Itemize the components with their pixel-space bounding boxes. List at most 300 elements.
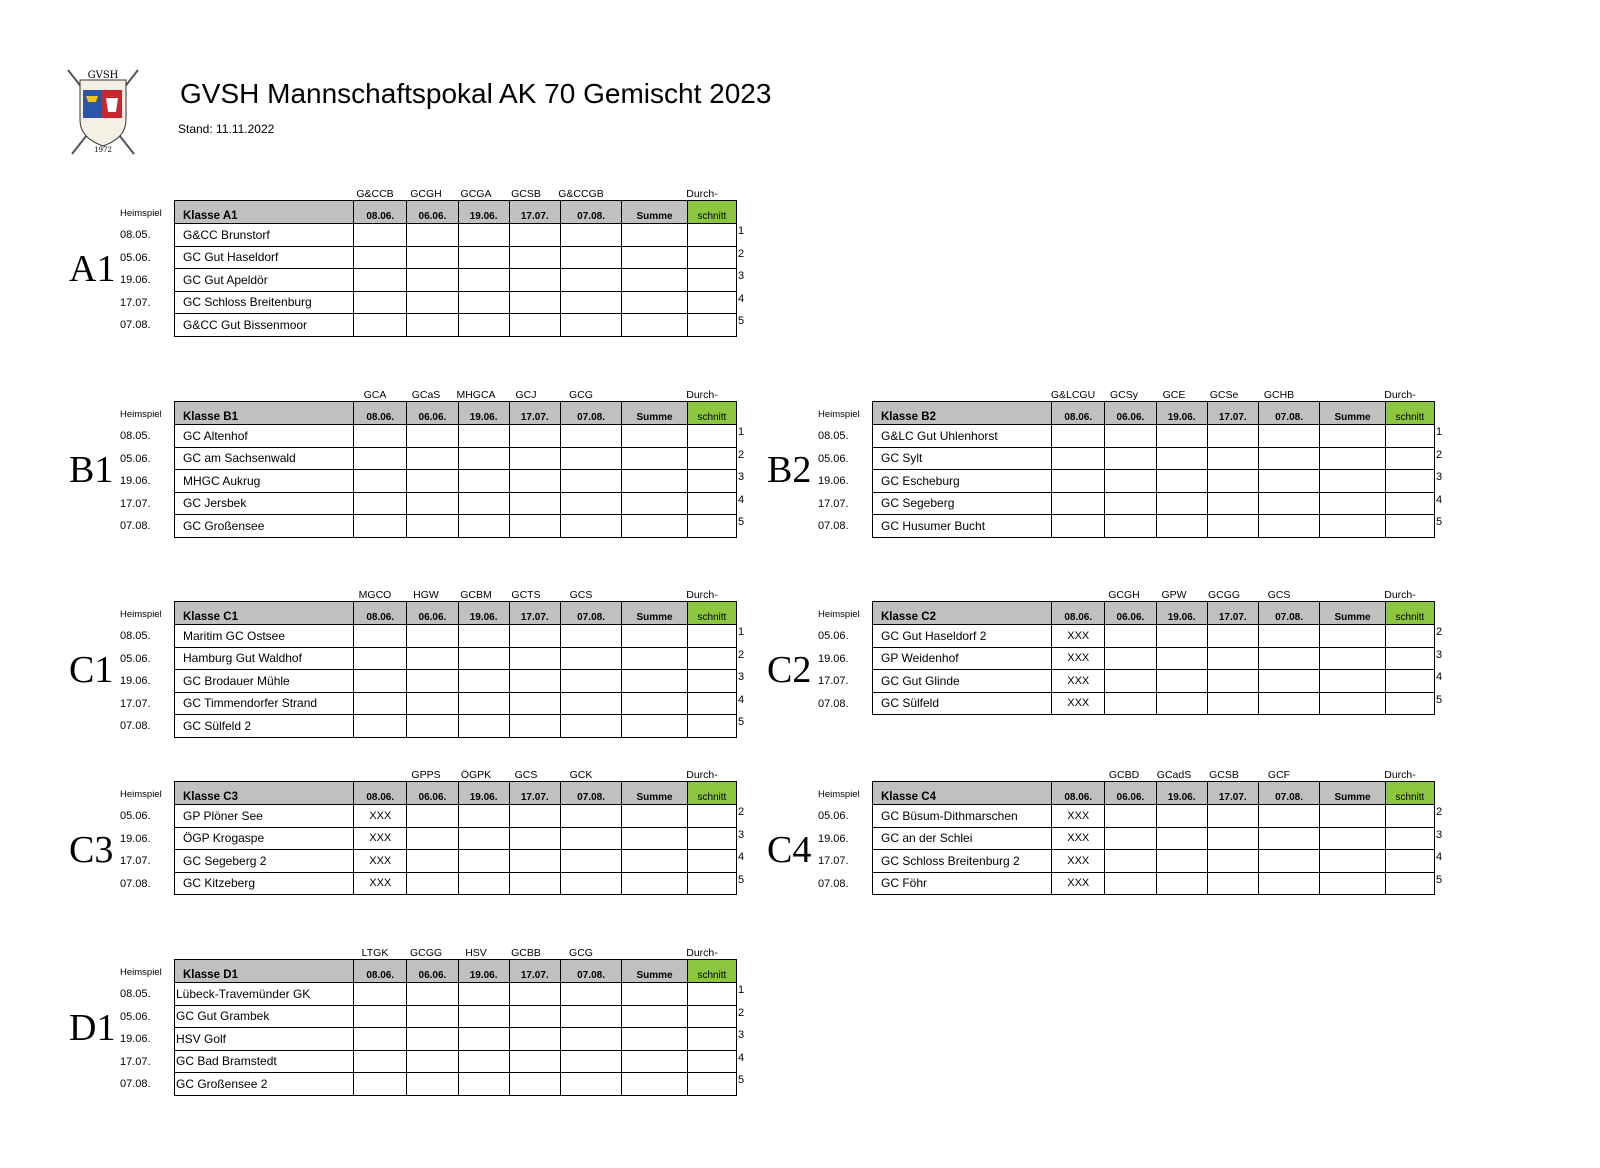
score-cell[interactable] — [1207, 850, 1258, 873]
score-cell[interactable] — [354, 447, 407, 470]
score-cell[interactable] — [1207, 647, 1258, 670]
score-cell[interactable] — [354, 269, 407, 292]
score-cell[interactable] — [560, 269, 621, 292]
score-cell[interactable] — [622, 246, 688, 269]
score-cell[interactable] — [407, 692, 458, 715]
rank-number: 3 — [738, 270, 745, 282]
score-cell[interactable] — [1105, 470, 1156, 493]
score-cell[interactable] — [354, 314, 407, 337]
score-cell[interactable] — [622, 850, 688, 873]
score-cell[interactable] — [1105, 850, 1156, 873]
score-cell[interactable] — [354, 1005, 407, 1028]
score-cell[interactable] — [1320, 625, 1386, 648]
score-cell[interactable] — [458, 1005, 509, 1028]
score-cell[interactable] — [560, 827, 621, 850]
club-abbrev: GCSB — [1209, 769, 1239, 781]
table-row — [175, 983, 737, 1006]
score-cell[interactable] — [1385, 827, 1434, 850]
score-cell[interactable] — [622, 1050, 688, 1073]
score-cell[interactable] — [1052, 425, 1105, 448]
header-row — [873, 602, 1435, 625]
score-cell[interactable] — [1156, 447, 1207, 470]
score-cell[interactable] — [560, 692, 621, 715]
score-cell[interactable] — [509, 647, 560, 670]
score-cell[interactable] — [458, 805, 509, 828]
heimspiel-date: 17.07. — [120, 697, 151, 710]
score-cell[interactable] — [1258, 670, 1319, 693]
score-cell[interactable] — [687, 983, 736, 1006]
score-cell[interactable] — [509, 692, 560, 715]
rank-number: 4 — [738, 693, 745, 706]
club-name: GC an der Schlei — [873, 827, 1052, 850]
score-cell[interactable] — [687, 291, 736, 314]
score-cell[interactable] — [560, 983, 621, 1006]
score-cell[interactable] — [407, 805, 458, 828]
score-cell[interactable] — [560, 515, 621, 538]
score-cell[interactable] — [622, 425, 688, 448]
score-cell[interactable] — [354, 692, 407, 715]
score-cell[interactable] — [1320, 692, 1386, 715]
bye-cell: XXX — [1052, 805, 1105, 828]
score-cell[interactable] — [1105, 647, 1156, 670]
score-cell[interactable] — [687, 692, 736, 715]
score-cell[interactable] — [687, 872, 736, 895]
rank-number: 4 — [738, 851, 745, 863]
score-cell[interactable] — [687, 670, 736, 693]
score-cell[interactable] — [1105, 872, 1156, 895]
score-cell[interactable] — [354, 1028, 407, 1051]
score-cell[interactable] — [622, 269, 688, 292]
score-cell[interactable] — [622, 647, 688, 670]
score-cell[interactable] — [1320, 425, 1386, 448]
score-cell[interactable] — [509, 492, 560, 515]
score-cell[interactable] — [622, 805, 688, 828]
score-cell[interactable] — [458, 314, 509, 337]
score-cell[interactable] — [407, 872, 458, 895]
score-cell[interactable] — [458, 269, 509, 292]
score-cell[interactable] — [509, 1050, 560, 1073]
score-cell[interactable] — [1207, 670, 1258, 693]
score-cell[interactable] — [560, 246, 621, 269]
score-cell[interactable] — [1385, 872, 1434, 895]
score-cell[interactable] — [560, 1050, 621, 1073]
heimspiel-date: 05.06. — [120, 251, 151, 264]
score-cell[interactable] — [509, 269, 560, 292]
score-cell[interactable] — [354, 670, 407, 693]
score-cell[interactable] — [622, 872, 688, 895]
score-cell[interactable] — [560, 314, 621, 337]
table-row — [175, 670, 737, 693]
score-cell[interactable] — [354, 625, 407, 648]
table-row — [175, 1028, 737, 1051]
score-cell[interactable] — [1320, 872, 1386, 895]
score-cell[interactable] — [407, 515, 458, 538]
score-cell[interactable] — [509, 1005, 560, 1028]
score-cell[interactable] — [1207, 805, 1258, 828]
score-cell[interactable] — [560, 224, 621, 247]
club-abbrev: MHGCA — [456, 389, 496, 401]
score-cell[interactable] — [509, 625, 560, 648]
score-cell[interactable] — [509, 827, 560, 850]
score-cell[interactable] — [1207, 470, 1258, 493]
match-date: 08.06. — [1052, 602, 1105, 625]
score-cell[interactable] — [458, 1050, 509, 1073]
score-cell[interactable] — [560, 647, 621, 670]
score-cell[interactable] — [622, 1005, 688, 1028]
score-cell[interactable] — [1258, 492, 1319, 515]
score-cell[interactable] — [1156, 692, 1207, 715]
score-cell[interactable] — [354, 715, 407, 738]
table-row — [175, 269, 737, 292]
score-cell[interactable] — [509, 515, 560, 538]
score-cell[interactable] — [1105, 425, 1156, 448]
score-cell[interactable] — [1258, 515, 1319, 538]
score-cell[interactable] — [622, 224, 688, 247]
score-cell[interactable] — [687, 425, 736, 448]
score-cell[interactable] — [560, 805, 621, 828]
score-cell[interactable] — [509, 314, 560, 337]
score-cell[interactable] — [407, 224, 458, 247]
table-row — [873, 447, 1435, 470]
score-cell[interactable] — [622, 1073, 688, 1096]
score-cell[interactable] — [1207, 492, 1258, 515]
score-cell[interactable] — [458, 1073, 509, 1096]
results-table — [872, 401, 1435, 538]
score-cell[interactable] — [1105, 515, 1156, 538]
score-cell[interactable] — [622, 447, 688, 470]
score-cell[interactable] — [354, 983, 407, 1006]
score-cell[interactable] — [622, 625, 688, 648]
score-cell[interactable] — [622, 1028, 688, 1051]
score-cell[interactable] — [622, 470, 688, 493]
bye-cell: XXX — [1052, 827, 1105, 850]
score-cell[interactable] — [1258, 470, 1319, 493]
heimspiel-date: 08.05. — [120, 988, 151, 1000]
score-cell[interactable] — [560, 1028, 621, 1051]
score-cell[interactable] — [407, 425, 458, 448]
score-cell[interactable] — [1385, 492, 1434, 515]
score-cell[interactable] — [687, 1073, 736, 1096]
score-cell[interactable] — [407, 314, 458, 337]
score-cell[interactable] — [1385, 447, 1434, 470]
score-cell[interactable] — [622, 314, 688, 337]
score-cell[interactable] — [1258, 447, 1319, 470]
score-cell[interactable] — [1156, 850, 1207, 873]
score-cell[interactable] — [1385, 647, 1434, 670]
score-cell[interactable] — [407, 1005, 458, 1028]
score-cell[interactable] — [509, 1028, 560, 1051]
schnitt-header: schnitt — [687, 960, 736, 983]
score-cell[interactable] — [1258, 805, 1319, 828]
score-cell[interactable] — [509, 291, 560, 314]
score-cell[interactable] — [458, 625, 509, 648]
score-cell[interactable] — [1156, 827, 1207, 850]
score-cell[interactable] — [407, 647, 458, 670]
score-cell[interactable] — [458, 850, 509, 873]
score-cell[interactable] — [1385, 625, 1434, 648]
score-cell[interactable] — [1156, 872, 1207, 895]
match-date: 06.06. — [407, 602, 458, 625]
score-cell[interactable] — [509, 983, 560, 1006]
score-cell[interactable] — [1105, 447, 1156, 470]
score-cell[interactable] — [1052, 447, 1105, 470]
score-cell[interactable] — [509, 850, 560, 873]
club-name: GC Escheburg — [873, 470, 1052, 493]
score-cell[interactable] — [1320, 850, 1386, 873]
score-cell[interactable] — [1385, 692, 1434, 715]
score-cell[interactable] — [622, 492, 688, 515]
match-date: 06.06. — [407, 960, 458, 983]
score-cell[interactable] — [1385, 470, 1434, 493]
club-name: G&LC Gut Uhlenhorst — [873, 425, 1052, 448]
score-cell[interactable] — [458, 515, 509, 538]
score-cell[interactable] — [1320, 515, 1386, 538]
score-cell[interactable] — [687, 515, 736, 538]
score-cell[interactable] — [354, 1073, 407, 1096]
score-cell[interactable] — [1258, 850, 1319, 873]
heimspiel-date: 07.08. — [818, 520, 849, 532]
score-cell[interactable] — [1105, 492, 1156, 515]
score-cell[interactable] — [687, 805, 736, 828]
bye-cell: XXX — [1052, 647, 1105, 670]
rank-number: 3 — [738, 471, 745, 483]
score-cell[interactable] — [560, 670, 621, 693]
score-cell[interactable] — [1105, 827, 1156, 850]
score-cell[interactable] — [407, 850, 458, 873]
score-cell[interactable] — [458, 872, 509, 895]
score-cell[interactable] — [407, 246, 458, 269]
score-cell[interactable] — [687, 647, 736, 670]
klasse-c3-block — [69, 769, 769, 939]
score-cell[interactable] — [1052, 515, 1105, 538]
match-date: 07.08. — [560, 201, 621, 224]
heimspiel-date: 07.08. — [120, 520, 151, 532]
score-cell[interactable] — [1052, 470, 1105, 493]
score-cell[interactable] — [622, 692, 688, 715]
score-cell[interactable] — [1320, 670, 1386, 693]
table-row — [175, 1073, 737, 1096]
score-cell[interactable] — [1320, 492, 1386, 515]
score-cell[interactable] — [1320, 827, 1386, 850]
score-cell[interactable] — [1156, 515, 1207, 538]
score-cell[interactable] — [1320, 647, 1386, 670]
club-abbrev: G&CCGB — [558, 188, 604, 200]
club-abbrev: LTGK — [361, 947, 389, 959]
score-cell[interactable] — [509, 246, 560, 269]
score-cell[interactable] — [354, 425, 407, 448]
rank-number: 1 — [738, 426, 745, 438]
score-cell[interactable] — [622, 515, 688, 538]
score-cell[interactable] — [560, 1005, 621, 1028]
score-cell[interactable] — [560, 715, 621, 738]
score-cell[interactable] — [407, 447, 458, 470]
score-cell[interactable] — [560, 850, 621, 873]
score-cell[interactable] — [1258, 647, 1319, 670]
score-cell[interactable] — [407, 291, 458, 314]
score-cell[interactable] — [354, 647, 407, 670]
score-cell[interactable] — [687, 850, 736, 873]
match-date: 07.08. — [560, 602, 621, 625]
score-cell[interactable] — [509, 872, 560, 895]
rank-number: 5 — [1436, 516, 1443, 528]
match-date: 08.06. — [1052, 782, 1105, 805]
score-cell[interactable] — [354, 492, 407, 515]
score-cell[interactable] — [687, 224, 736, 247]
score-cell[interactable] — [1156, 670, 1207, 693]
score-cell[interactable] — [458, 670, 509, 693]
heimspiel-label: Heimspiel — [120, 789, 162, 800]
score-cell[interactable] — [458, 246, 509, 269]
score-cell[interactable] — [407, 827, 458, 850]
score-cell[interactable] — [509, 715, 560, 738]
score-cell[interactable] — [687, 1005, 736, 1028]
score-cell[interactable] — [458, 447, 509, 470]
score-cell[interactable] — [354, 470, 407, 493]
rank-number: 2 — [1436, 448, 1443, 461]
score-cell[interactable] — [1052, 492, 1105, 515]
score-cell[interactable] — [458, 291, 509, 314]
score-cell[interactable] — [458, 827, 509, 850]
score-cell[interactable] — [687, 827, 736, 850]
score-cell[interactable] — [354, 291, 407, 314]
score-cell[interactable] — [407, 715, 458, 738]
score-cell[interactable] — [407, 492, 458, 515]
score-cell[interactable] — [687, 1028, 736, 1051]
score-cell[interactable] — [687, 715, 736, 738]
score-cell[interactable] — [1156, 647, 1207, 670]
score-cell[interactable] — [1320, 447, 1386, 470]
score-cell[interactable] — [560, 291, 621, 314]
score-cell[interactable] — [560, 470, 621, 493]
score-cell[interactable] — [509, 805, 560, 828]
score-cell[interactable] — [1207, 515, 1258, 538]
score-cell[interactable] — [458, 470, 509, 493]
score-cell[interactable] — [1207, 872, 1258, 895]
club-abbrev: GCGG — [1207, 589, 1241, 601]
score-cell[interactable] — [560, 1073, 621, 1096]
score-cell[interactable] — [458, 224, 509, 247]
score-cell[interactable] — [622, 670, 688, 693]
rank-number: 4 — [1436, 671, 1443, 683]
score-cell[interactable] — [560, 425, 621, 448]
score-cell[interactable] — [1156, 492, 1207, 515]
klasse-b1-block — [69, 389, 769, 559]
score-cell[interactable] — [1207, 827, 1258, 850]
score-cell[interactable] — [354, 224, 407, 247]
score-cell[interactable] — [1156, 625, 1207, 648]
score-cell[interactable] — [687, 470, 736, 493]
klasse-d1-block — [69, 947, 769, 1117]
score-cell[interactable] — [407, 670, 458, 693]
score-cell[interactable] — [1156, 470, 1207, 493]
score-cell[interactable] — [1105, 670, 1156, 693]
table-row — [873, 647, 1435, 670]
score-cell[interactable] — [407, 1073, 458, 1096]
score-cell[interactable] — [509, 470, 560, 493]
score-cell[interactable] — [1258, 692, 1319, 715]
score-cell[interactable] — [354, 1050, 407, 1073]
score-cell[interactable] — [1385, 425, 1434, 448]
score-cell[interactable] — [622, 291, 688, 314]
score-cell[interactable] — [458, 492, 509, 515]
score-cell[interactable] — [1105, 805, 1156, 828]
score-cell[interactable] — [1207, 425, 1258, 448]
score-cell[interactable] — [1258, 625, 1319, 648]
bye-cell: XXX — [1052, 850, 1105, 873]
heimspiel-date: 19.06. — [120, 675, 151, 687]
score-cell[interactable] — [458, 1028, 509, 1051]
score-cell[interactable] — [560, 625, 621, 648]
score-cell[interactable] — [687, 314, 736, 337]
rank-number: 3 — [738, 671, 745, 683]
match-date: 17.07. — [1207, 402, 1258, 425]
score-cell[interactable] — [1207, 692, 1258, 715]
score-cell[interactable] — [407, 1028, 458, 1051]
score-cell[interactable] — [1156, 805, 1207, 828]
score-cell[interactable] — [1385, 850, 1434, 873]
score-cell[interactable] — [1258, 425, 1319, 448]
score-cell[interactable] — [458, 692, 509, 715]
score-cell[interactable] — [354, 515, 407, 538]
club-abbrev: GCS — [514, 769, 538, 781]
score-cell[interactable] — [509, 1073, 560, 1096]
heimspiel-date: 19.06. — [120, 832, 151, 845]
score-cell[interactable] — [622, 983, 688, 1006]
summe-header: Summe — [622, 960, 688, 983]
score-cell[interactable] — [509, 224, 560, 247]
score-cell[interactable] — [407, 470, 458, 493]
score-cell[interactable] — [407, 625, 458, 648]
score-cell[interactable] — [407, 1050, 458, 1073]
score-cell[interactable] — [1207, 447, 1258, 470]
score-cell[interactable] — [687, 1050, 736, 1073]
score-cell[interactable] — [458, 715, 509, 738]
score-cell[interactable] — [1320, 470, 1386, 493]
score-cell[interactable] — [458, 647, 509, 670]
score-cell[interactable] — [354, 246, 407, 269]
score-cell[interactable] — [1258, 872, 1319, 895]
score-cell[interactable] — [560, 447, 621, 470]
score-cell[interactable] — [407, 269, 458, 292]
score-cell[interactable] — [1105, 625, 1156, 648]
score-cell[interactable] — [687, 246, 736, 269]
score-cell[interactable] — [1156, 425, 1207, 448]
durchschnitt-label-top: Durch- — [1384, 389, 1416, 401]
score-cell[interactable] — [687, 625, 736, 648]
score-cell[interactable] — [622, 827, 688, 850]
score-cell[interactable] — [509, 425, 560, 448]
score-cell[interactable] — [622, 715, 688, 738]
score-cell[interactable] — [1207, 625, 1258, 648]
score-cell[interactable] — [407, 983, 458, 1006]
score-cell[interactable] — [687, 447, 736, 470]
score-cell[interactable] — [1320, 805, 1386, 828]
score-cell[interactable] — [687, 492, 736, 515]
score-cell[interactable] — [560, 872, 621, 895]
score-cell[interactable] — [687, 269, 736, 292]
score-cell[interactable] — [560, 492, 621, 515]
score-cell[interactable] — [1385, 805, 1434, 828]
score-cell[interactable] — [458, 425, 509, 448]
score-cell[interactable] — [1385, 670, 1434, 693]
score-cell[interactable] — [458, 983, 509, 1006]
score-cell[interactable] — [1258, 827, 1319, 850]
score-cell[interactable] — [509, 670, 560, 693]
score-cell[interactable] — [1385, 515, 1434, 538]
score-cell[interactable] — [509, 447, 560, 470]
score-cell[interactable] — [1105, 692, 1156, 715]
match-date: 17.07. — [509, 782, 560, 805]
